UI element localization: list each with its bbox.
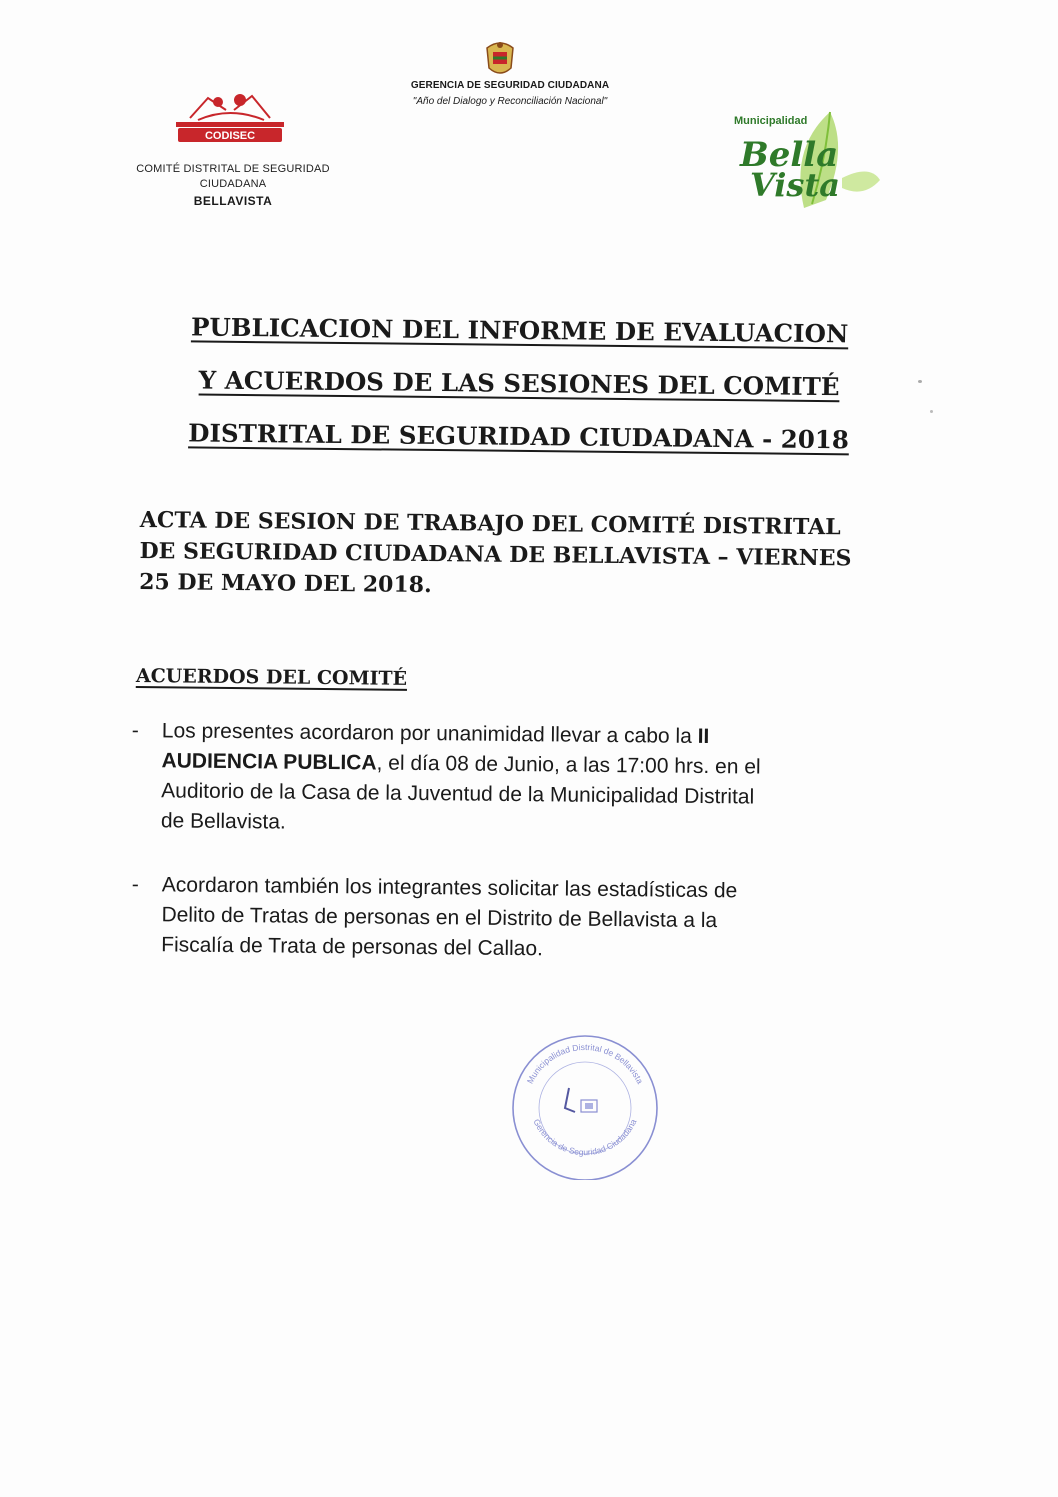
main-title [148,300,890,467]
codisec-logo [168,88,292,146]
session-title-line: DE SEGURIDAD CIUDADANA DE BELLAVISTA – VIERNES [139,537,852,572]
section-heading: ACUERDOS DEL COMITÉ [135,665,408,690]
codisec-org-name [128,162,338,192]
agreement-item [131,870,872,968]
official-stamp [505,1030,665,1180]
list-dash: - [131,718,139,743]
agreement-line: Auditorio de la Casa de la Juventud de la Municipalidad Distrital [161,779,755,809]
svg-text:Gerencia de Seguridad Ciudadan [532,1117,639,1157]
scan-speck [918,380,922,383]
main-title-line: Y ACUERDOS DE LAS SESIONES DEL COMITÉ [198,365,840,402]
codisec-org-line: CIUDADANA [199,178,267,190]
session-title-line: 25 DE MAYO DEL 2018. [139,568,432,599]
session-title [139,505,870,606]
main-title-line: DISTRITAL DE SEGURIDAD CIUDADANA - 2018 [188,418,850,455]
codisec-logo-text: CODISEC [204,130,256,142]
muni-big-label-1: Bella [740,135,839,175]
signature-mark [565,1088,575,1112]
gerencia-name: GERENCIA DE SEGURIDAD CIUDADANA [410,80,610,91]
agreement-line: Delito de Tratas de personas en el Distrito de Bellavista a la [161,903,718,933]
main-title-line: PUBLICACION DEL INFORME DE EVALUACION [190,312,849,349]
codisec-org-line: COMITÉ DISTRITAL DE SEGURIDAD [136,163,330,175]
muni-small-label: Municipalidad [734,115,808,127]
agreement-line: Fiscalía de Trata de personas del Callao. [161,933,544,961]
agreement-text: Los presentes acordaron por unanimidad llevar a cabo la [161,719,692,748]
municipalidad-bellavista-logo [730,108,890,218]
muni-big-label-2: Vista [750,166,840,204]
svg-text:Municipalidad Distrital de Bel [525,1042,646,1086]
codisec-city: BELLAVISTA [193,194,273,208]
scan-speck [930,410,933,413]
stamp-bottom-text: Gerencia de Seguridad Ciudadana [531,1117,639,1158]
agreement-item [131,716,872,844]
agreement-bold-text: AUDIENCIA PUBLICA [161,749,377,775]
agreement-line: Acordaron también los integrantes solicitar las estadísticas de [161,873,738,903]
list-dash: - [131,872,139,897]
agreement-line: de Bellavista. [160,809,286,834]
agreement-bold-text: II [697,724,710,749]
coat-of-arms-icon [481,38,519,80]
agreement-text: , el día 08 de Junio, a las 17:00 hrs. en el [376,751,761,779]
stamp-top-text: Municipalidad Distrital de Bellavista [524,1041,646,1086]
session-title-line: ACTA DE SESION DE TRABAJO DEL COMITÉ DISTRITAL [139,506,841,541]
year-motto: "Año del Dialogo y Reconciliación Nacional" [412,96,608,107]
